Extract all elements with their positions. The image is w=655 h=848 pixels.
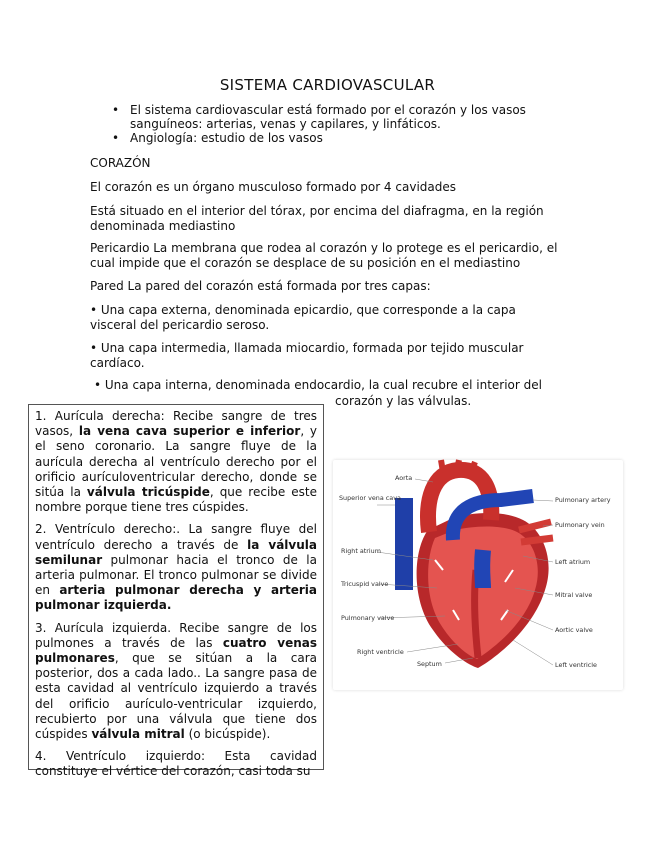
pulmonary-trunk-shape [482,550,483,588]
page-title: SISTEMA CARDIOVASCULAR [219,76,436,94]
bold-term: cuatro venas pulmonares [35,635,318,666]
bold-term: válvula mitral [91,727,185,742]
text-run: (o bicúspide). [184,727,271,742]
text-run: 2. Ventrículo derecho:. La sangre fluye del ventrículo derecho a través de [35,522,317,552]
label-pulmonary-vein: Pulmonary vein [555,521,605,529]
label-septum: Septum [417,660,442,668]
label-tricuspid-valve: Tricuspid valve [341,580,389,588]
heart-illustration [333,460,623,690]
bold-term: la vena cava superior e inferior [78,424,301,439]
bullet-item: • El sistema cardiovascular está formado por el corazón y los vasos sanguíneos: arterias, venas y capilares, y linfáticos. [112,103,542,131]
paragraph: El corazón es un órgano musculoso formado por 4 cavidades [90,180,456,194]
bold-term: arteria pulmonar derecha y arteria pulmonar izquierda. [35,583,317,613]
label-pulmonary-valve: Pulmonary valve [341,614,395,622]
bold-term: válvula tricúspide [86,485,210,500]
paragraph: Pared La pared del corazón está formada por tres capas: [90,279,431,293]
paragraph: Está situado en el interior del tórax, por encima del diafragma, en la región denominada mediastino [90,204,544,233]
chamber-paragraph-left-ventricle: 4. Ventrículo izquierdo: Esta cavidad constituye el vértice del corazón, casi toda su [35,749,317,779]
superior-vena-cava-shape [395,498,413,590]
chamber-paragraph-right-ventricle [35,522,317,613]
text-run: , y el seno coronario. La sangre fluye de la aurícula derecha al ventrículo derecho por el orificio aurículoventricular derecho, donde se sitúa la [35,424,317,500]
label-right-atrium: Right atrium [341,547,381,555]
label-aorta: Aorta [395,474,413,482]
label-left-ventricle: Left ventricle [555,661,597,669]
text-run: pulmonar hacia el tronco de la arteria pulmonar. El tronco pulmonar se divide en [35,552,317,598]
heart-diagram [333,460,623,690]
label-pulmonary-artery: Pulmonary artery [555,496,611,504]
heart-chambers-textbox [28,404,324,779]
paragraph: corazón y las válvulas. [335,394,472,408]
text-run: 3. Aurícula izquierda. Recibe sangre de los pulmones a través de las [35,620,317,650]
label-left-atrium: Left atrium [555,558,591,566]
bullet-item: • Angiología: estudio de los vasos [112,131,542,145]
chamber-paragraph-right-atrium [35,409,317,515]
chamber-paragraph-left-atrium [35,621,317,743]
section-heading: CORAZÓN [90,156,151,170]
label-superior-vena-cava: Superior vena cava [339,494,401,502]
label-mitral-valve: Mitral valve [555,591,593,599]
text-run: 1. Aurícula derecha: Recibe sangre de tres vasos, [35,409,317,439]
label-aortic-valve: Aortic valve [555,626,593,634]
text-run: , que se sitúan a la cara posterior, dos a cada lado.. La sangre pasa de esta cavidad al ventrículo izquierdo a través del orificio aurículo-ventricular izquierdo, recubierto por una válvula que tiene dos cúspides [35,651,317,742]
paragraph: • Una capa intermedia, llamada miocardio, formada por tejido muscular cardíaco. [90,341,524,370]
intro-bullet-list [112,103,542,145]
bold-term: la válvula semilunar [35,537,317,567]
paragraph: • Una capa interna, denominada endocardio, la cual recubre el interior del [94,378,542,392]
text-run: , que recibe este nombre porque tiene tres cúspides. [35,485,317,515]
paragraph: Pericardio La membrana que rodea al corazón y lo protege es el pericardio, el cual impide que el corazón se desplace de su posición en el mediastino [90,241,558,270]
label-right-ventricle: Right ventricle [357,648,404,656]
paragraph: • Una capa externa, denominada epicardio, que corresponde a la capa visceral del pericardio seroso. [90,303,516,332]
